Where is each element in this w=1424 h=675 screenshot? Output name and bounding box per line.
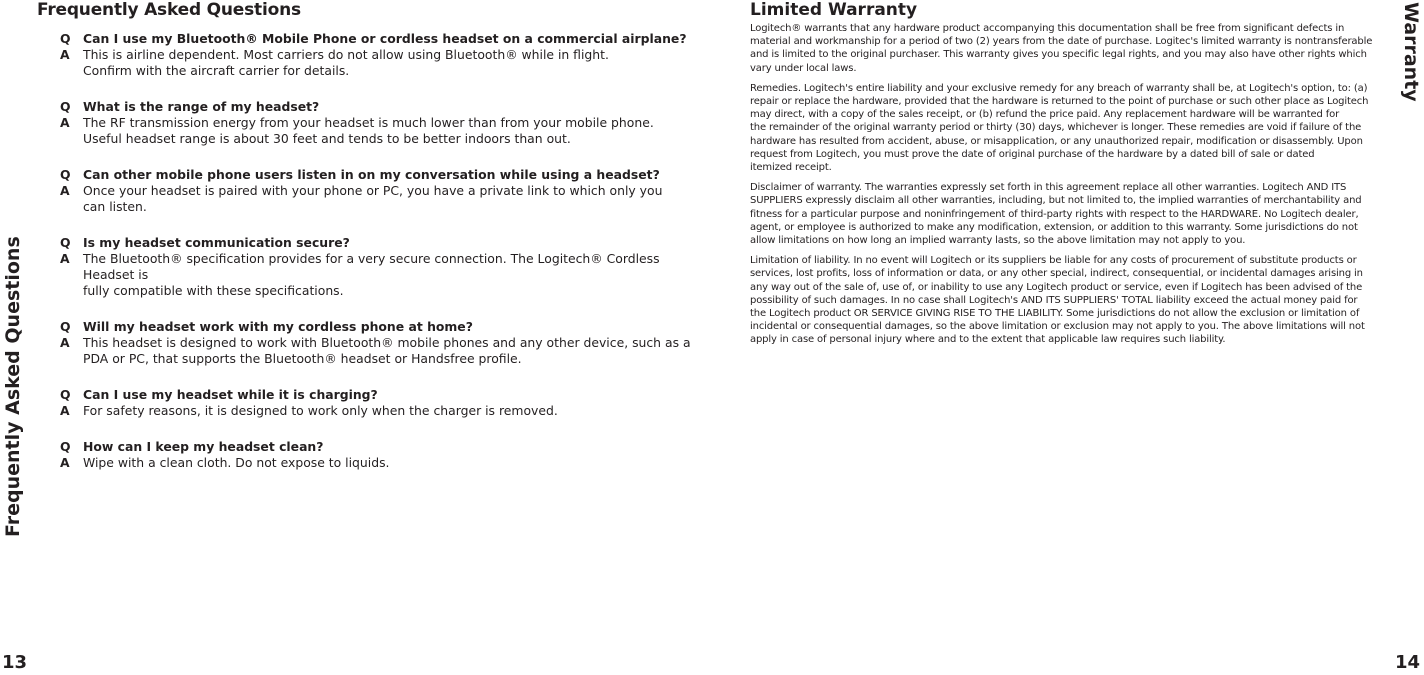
faq-item [60,439,700,471]
faq-question-row [60,99,700,115]
faq-answer: The Bluetooth® specification provides for a very secure connection. The Logitech® Cordless Headset is fully compatible with these specifications. [83,251,660,298]
faq-answer-row [60,47,700,79]
right-page [712,0,1424,675]
question-marker: Q [60,319,71,334]
answer-marker: A [60,455,70,470]
faq-question-row [60,167,700,183]
answer-marker: A [60,47,70,62]
answer-marker: A [60,183,70,198]
question-marker: Q [60,31,71,46]
faq-item [60,387,700,419]
faq-answer-row [60,183,700,215]
faq-answer-row [60,335,700,367]
faq-answer: The RF transmission energy from your headset is much lower than from your mobile phone. Useful headset range is about 30 feet and tends to be better indoors than out. [83,115,654,146]
side-tab-warranty [1398,0,1424,102]
faq-question-row [60,31,700,47]
page-number-right: 14 [1394,652,1420,673]
answer-marker: A [60,115,70,130]
faq-answer: Wipe with a clean cloth. Do not expose to liquids. [83,455,390,470]
faq-item [60,167,700,215]
faq-question: What is the range of my headset? [83,99,320,114]
faq-question: Is my headset communication secure? [83,235,350,250]
answer-marker: A [60,335,70,350]
faq-question-row [60,439,700,455]
side-tab-warranty-label: Warranty [1400,2,1422,102]
side-tab-faq-label: Frequently Asked Questions [2,236,24,537]
faq-question: Can I use my headset while it is charging? [83,387,378,402]
warranty-page-title: Limited Warranty [750,0,918,20]
question-marker: Q [60,235,71,250]
page-number-left: 13 [2,652,28,673]
faq-answer: Once your headset is paired with your phone or PC, you have a private link to which only you can listen. [83,183,663,214]
question-marker: Q [60,439,71,454]
warranty-liability-paragraph: Limitation of liability. In no event will Logitech or its suppliers be liable for any costs of procurement of substitute products or services, lost profits, loss of information or data, or any other special, indirect, consequential, or incidental damages arising in any way out of the sale of, use of, or inability to use any Logitech product or service, even if Logitech has been advised of the possibility of such damages. In no case shall Logitech's AND ITS SUPPLIERS' TOTAL liability exceed the actual money paid for the Logitech product OR SERVICE GIVING RISE TO THE LIABILITY. Some jurisdictions do not allow the exclusion or limitation of incidental or consequential damages, so the above limitation or exclusion may not apply to you. The above limitations will not apply in case of personal injury where and to the extent that applicable law requires such liability. [750,255,1365,346]
side-tab-faq [0,90,26,645]
faq-answer-row [60,115,700,147]
faq-question: How can I keep my headset clean? [83,439,324,454]
faq-question-row [60,319,700,335]
faq-question: Can other mobile phone users listen in on my conversation while using a headset? [83,167,660,182]
faq-answer-row [60,403,700,419]
faq-list [60,31,700,491]
answer-marker: A [60,251,70,266]
faq-answer: For safety reasons, it is designed to work only when the charger is removed. [83,403,558,418]
faq-question-row [60,235,700,251]
faq-question: Will my headset work with my cordless phone at home? [83,319,473,334]
faq-question-row [60,387,700,403]
faq-question: Can I use my Bluetooth® Mobile Phone or cordless headset on a commercial airplane? [83,31,687,46]
question-marker: Q [60,99,71,114]
warranty-disclaimer-paragraph: Disclaimer of warranty. The warranties expressly set forth in this agreement replace all other warranties. Logitech AND ITS SUPPLIERS expressly disclaim all other warranties, including, but not limited to, the implied warranties of merchantability and fitness for a particular purpose and noninfringement of third-party rights with respect to the HARDWARE. No Logitech dealer, agent, or employee is authorized to make any modification, extension, or addition to this warranty. Some jurisdictions do not allow limitations on how long an implied warranty lasts, so the above limitation may not apply to you. [750,182,1362,247]
question-marker: Q [60,167,71,182]
warranty-body [750,22,1386,354]
faq-item [60,31,700,79]
faq-item [60,235,700,299]
faq-page-title: Frequently Asked Questions [37,0,301,20]
faq-answer-row [60,455,700,471]
warranty-intro-paragraph: Logitech® warrants that any hardware product accompanying this documentation shall be free from significant defects in material and workmanship for a period of two (2) years from the date of purchase. Logitec's limited warranty is nontransferable and is limited to the original purchaser. This warranty gives you specific legal rights, and you may also have other rights which vary under local laws. [750,23,1373,74]
faq-item [60,99,700,147]
faq-answer: This headset is designed to work with Bluetooth® mobile phones and any other device, such as a PDA or PC, that supports the Bluetooth® headset or Handsfree profile. [83,335,691,366]
faq-answer: This is airline dependent. Most carriers do not allow using Bluetooth® while in flight. Confirm with the aircraft carrier for details. [83,47,609,78]
warranty-remedies-paragraph: Remedies. Logitech's entire liability and your exclusive remedy for any breach of warranty shall be, at Logitech's option, to: (a) repair or replace the hardware, provided that the hardware is returned to the point of purchase or such other place as Logitech may direct, with a copy of the sales receipt, or (b) refund the price paid. Any replacement hardware will be warranted for the remainder of the original warranty period or thirty (30) days, whichever is longer. These remedies are void if failure of the hardware has resulted from accident, abuse, or misapplication, or any unauthorized repair, modification or disassembly. Upon request from Logitech, you must prove the date of original purchase of the hardware by a dated bill of sale or dated itemized receipt. [750,82,1369,174]
question-marker: Q [60,387,71,402]
faq-answer-row [60,251,700,299]
faq-item [60,319,700,367]
answer-marker: A [60,403,70,418]
